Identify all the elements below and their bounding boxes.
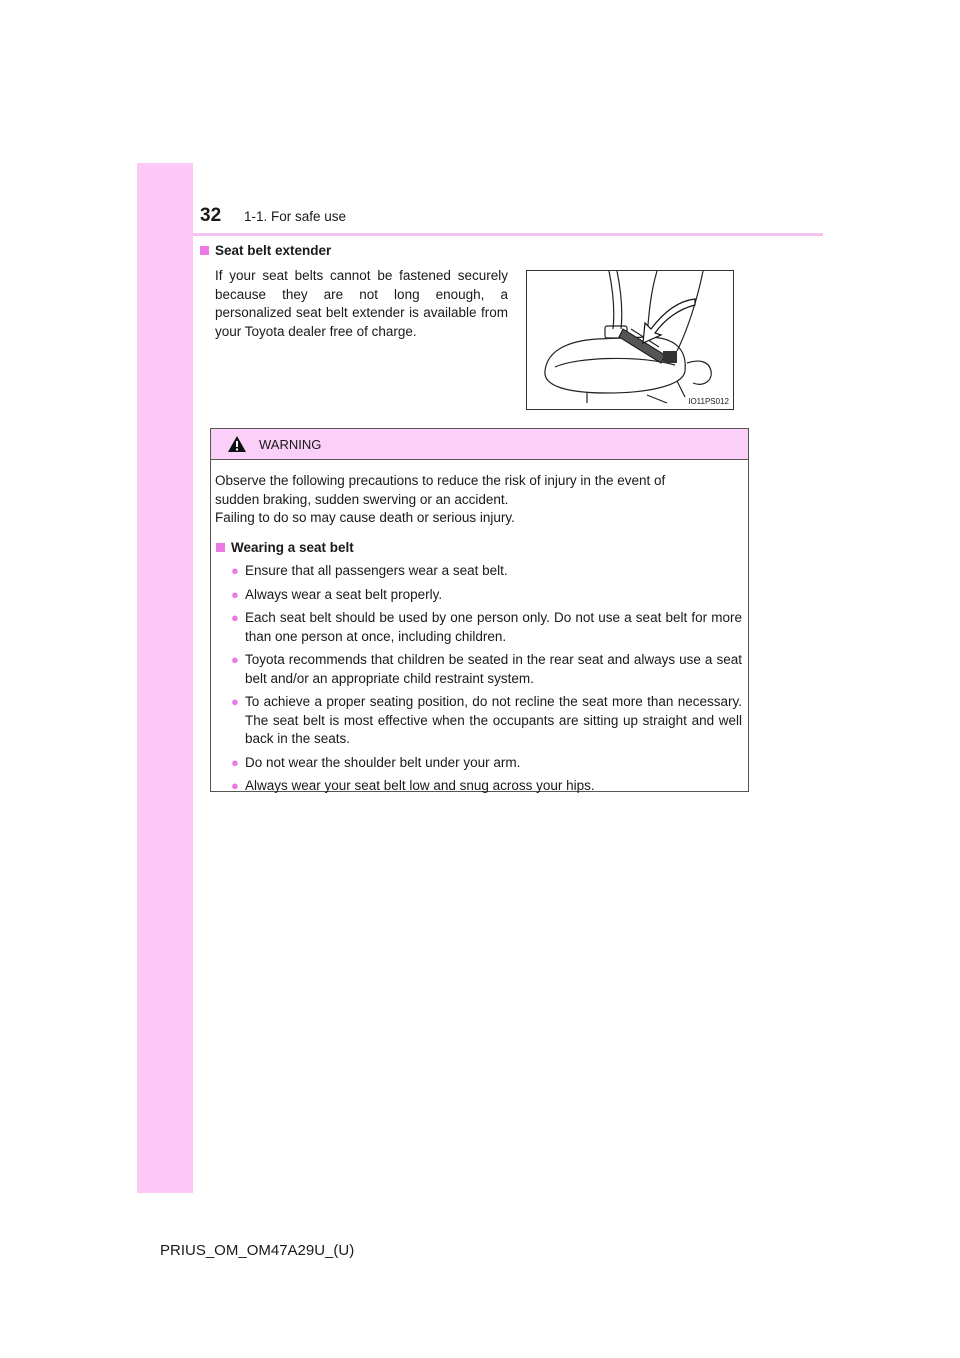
warning-bullet-text: Ensure that all passengers wear a seat belt. bbox=[245, 563, 508, 578]
warning-bullet bbox=[215, 777, 742, 796]
seat-illustration-icon bbox=[527, 271, 733, 409]
warning-bullet bbox=[215, 651, 742, 688]
warning-subheading bbox=[215, 539, 742, 558]
warning-body bbox=[211, 460, 748, 796]
warning-bullet bbox=[215, 693, 742, 749]
warning-bullet-text: Always wear a seat belt properly. bbox=[245, 586, 443, 602]
warning-bullet-text: To achieve a proper seating position, do not recline the seat more than necessary. The seat belt is most effective when the occupants are sitting up straight and well back in the seats. bbox=[245, 694, 742, 746]
warning-bullet bbox=[215, 609, 742, 646]
page-header bbox=[200, 205, 346, 227]
figure-caption: IO11PS012 bbox=[688, 397, 729, 406]
warning-bullet bbox=[215, 754, 742, 773]
chapter-tab-sidebar bbox=[137, 163, 193, 1193]
warning-triangle-icon bbox=[227, 435, 247, 453]
seat-belt-extender-illustration bbox=[526, 270, 734, 410]
header-divider bbox=[193, 233, 823, 236]
warning-bullet-text: Toyota recommends that children be seated in the rear seat and always use a seat belt and/or an appropriate child restraint system. bbox=[245, 652, 742, 686]
square-bullet-icon bbox=[216, 543, 225, 552]
warning-header bbox=[211, 429, 748, 460]
circle-bullet-icon: ● bbox=[231, 754, 239, 770]
circle-bullet-icon: ● bbox=[231, 778, 239, 793]
square-bullet-icon bbox=[200, 246, 209, 255]
extender-paragraph: If your seat belts cannot be fastened securely because they are not long enough, a personalized seat belt extender is available from your Toyota dealer free of charge. bbox=[215, 268, 508, 339]
warning-bullet-text: Always wear your seat belt low and snug across your hips. bbox=[245, 778, 595, 793]
subheading-text: Seat belt extender bbox=[215, 243, 332, 258]
warning-bullet-text: Each seat belt should be used by one person only. Do not use a seat belt for more than one person at once, including children. bbox=[245, 610, 742, 644]
warning-bullet-text: Do not wear the shoulder belt under your arm. bbox=[245, 754, 521, 770]
subheading-seat-belt-extender bbox=[200, 243, 331, 258]
warning-bullet bbox=[215, 586, 742, 605]
warning-intro-line: Observe the following precautions to reduce the risk of injury in the event of bbox=[215, 473, 666, 488]
circle-bullet-icon: ● bbox=[231, 586, 239, 602]
warning-title: WARNING bbox=[259, 436, 322, 452]
circle-bullet-icon: ● bbox=[231, 694, 239, 709]
circle-bullet-icon: ● bbox=[231, 652, 239, 667]
warning-intro-line: Failing to do so may cause death or serious injury. bbox=[215, 510, 515, 525]
circle-bullet-icon: ● bbox=[231, 610, 239, 625]
section-title: 1-1. For safe use bbox=[244, 209, 347, 224]
page-footer-code: PRIUS_OM_OM47A29U_(U) bbox=[160, 1242, 355, 1259]
warning-bullet bbox=[215, 562, 742, 581]
warning-intro-line: sudden braking, sudden swerving or an accident. bbox=[215, 491, 509, 507]
warning-box bbox=[210, 428, 749, 792]
page-number: 32 bbox=[200, 205, 222, 226]
circle-bullet-icon: ● bbox=[231, 563, 239, 578]
warning-subheading-text: Wearing a seat belt bbox=[231, 539, 354, 555]
